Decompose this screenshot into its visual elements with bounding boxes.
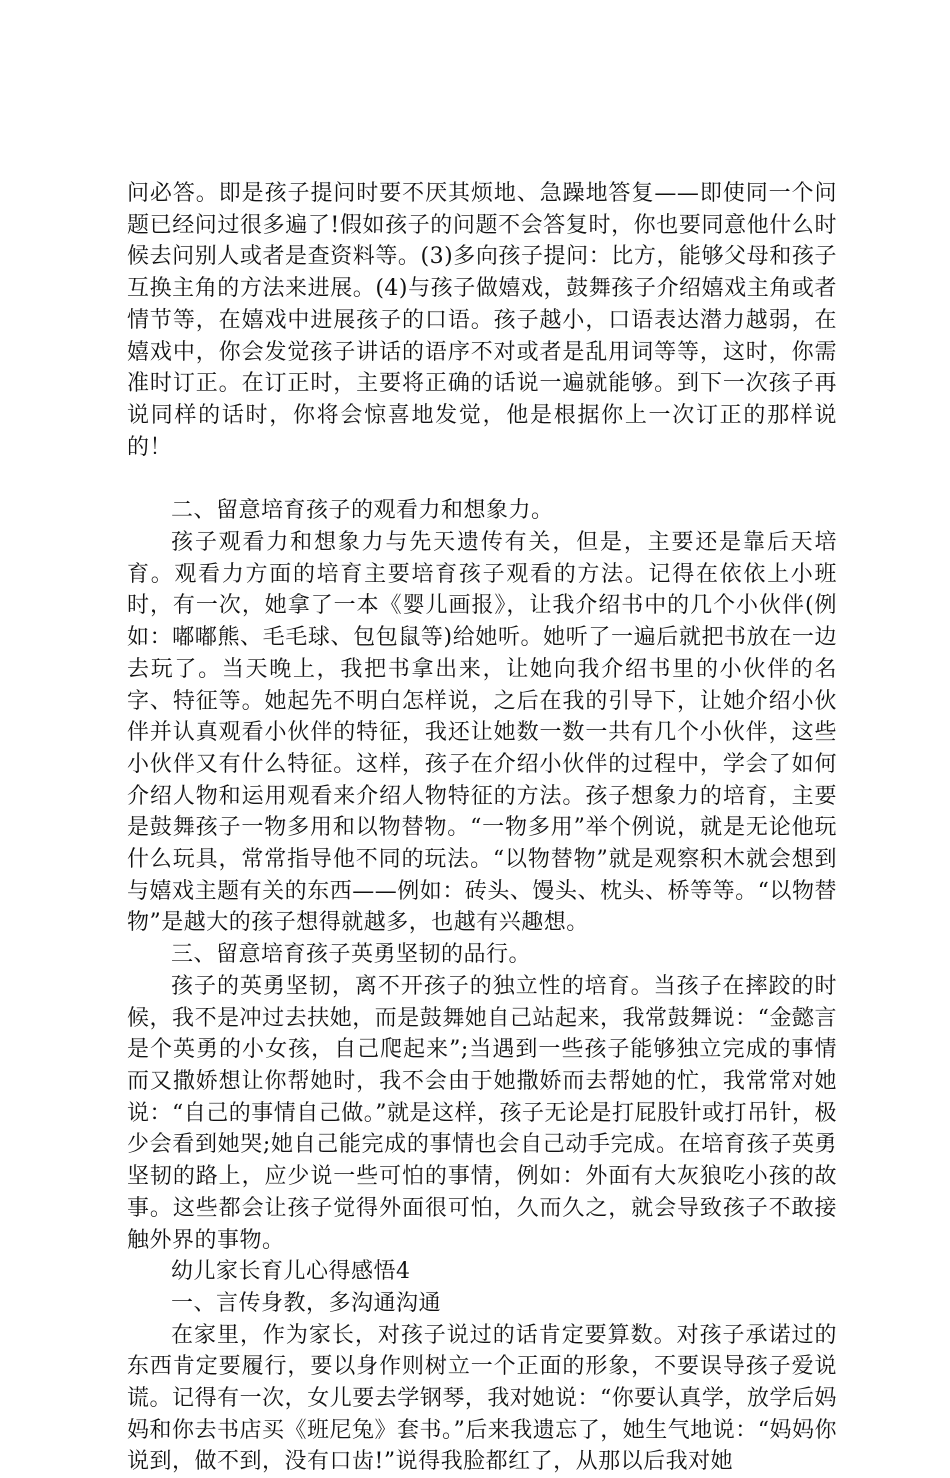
heading-bravery: 三、留意培育孩子英勇坚韧的品行。 — [171, 942, 532, 968]
section-title: 幼儿家长育儿心得感悟4 — [171, 1259, 411, 1285]
heading-lead-by-example: 一、言传身教，多沟通沟通 — [171, 1290, 442, 1316]
paragraph-spacer — [127, 463, 837, 495]
document-page — [127, 178, 837, 1478]
paragraph-observation-imagination: 孩子观看力和想象力与先天遗传有关，但是，主要还是靠后天培育。观看力方面的培育主要培育孩子观看的方法。记得在依依上小班时，有一次，她拿了一本《婴儿画报》，让我介绍书中的几个小伙伴(例如：嘟嘟熊、毛毛球、包包鼠等)给她听。她听了一遍后就把书放在一边去玩了。当天晚上，我把书拿出来，让她向我介绍书里的小伙伴的名字、特征等。她起先不明白怎样说，之后在我的引导下，让她介绍小伙伴并认真观看小伙伴的特征，我还让她数一数一共有几个小伙伴，这些小伙伴又有什么特征。这样，孩子在介绍小伙伴的过程中，学会了如何介绍人物和运用观看来介绍人物特征的方法。孩子想象力的培育，主要是鼓舞孩子一物多用和以物替物。“一物多用”举个例说，就是无论他玩什么玩具，常常指导他不同的玩法。“以物替物”就是观察积木就会想到与嬉戏主题有关的东西——例如：砖头、馒头、枕头、桥等等。“以物替物”是越大的孩子想得就越多，也越有兴趣想。 — [127, 530, 837, 936]
paragraph-lead-by-example: 在家里，作为家长，对孩子说过的话肯定要算数。对孩子承诺过的东西肯定要履行，要以身作则树立一个正面的形象，不要误导孩子爱说谎。记得有一次，女儿要去学钢琴，我对她说：“你要认真学，放学后妈妈和你去书店买《班尼兔》套书。”后来我遗忘了，她生气地说：“妈妈你说到，做不到，没有口齿!”说得我脸都红了，从那以后我对她 — [127, 1322, 837, 1475]
paragraph-answer-questions: 问必答。即是孩子提问时要不厌其烦地、急躁地答复——即使同一个问题已经问过很多遍了!假如孩子的问题不会答复时，你也要同意他什么时候去问别人或者是查资料等。(3)多向孩子提问：比方，能够父母和孩子互换主角的方法来进展。(4)与孩子做嬉戏，鼓舞孩子介绍嬉戏主角或者情节等，在嬉戏中进展孩子的口语。孩子越小，口语表达潜力越弱，在嬉戏中，你会发觉孩子讲话的语序不对或者是乱用词等等，这时，你需准时订正。在订正时，主要将正确的话说一遍就能够。到下一次孩子再说同样的话时，你将会惊喜地发觉，他是根据你上一次订正的那样说的！ — [127, 181, 837, 460]
heading-observation-imagination: 二、留意培育孩子的观看力和想象力。 — [171, 498, 554, 524]
paragraph-bravery: 孩子的英勇坚韧，离不开孩子的独立性的培育。当孩子在摔跤的时候，我不是冲过去扶她，而是鼓舞她自己站起来，我常鼓舞说：“金懿言是个英勇的小女孩，自己爬起来”;当遇到一些孩子能够独立完成的事情而又撒娇想让你帮她时，我不会由于她撒娇而去帮她的忙，我常常对她说：“自己的事情自己做。”就是这样，孩子无论是打屁股针或打吊针，极少会看到她哭;她自己能完成的事情也会自己动手完成。在培育孩子英勇坚韧的路上，应少说一些可怕的事情，例如：外面有大灰狼吃小孩的故事。这些都会让孩子觉得外面很可怕，久而久之，就会导致孩子不敢接触外界的事物。 — [127, 973, 837, 1253]
